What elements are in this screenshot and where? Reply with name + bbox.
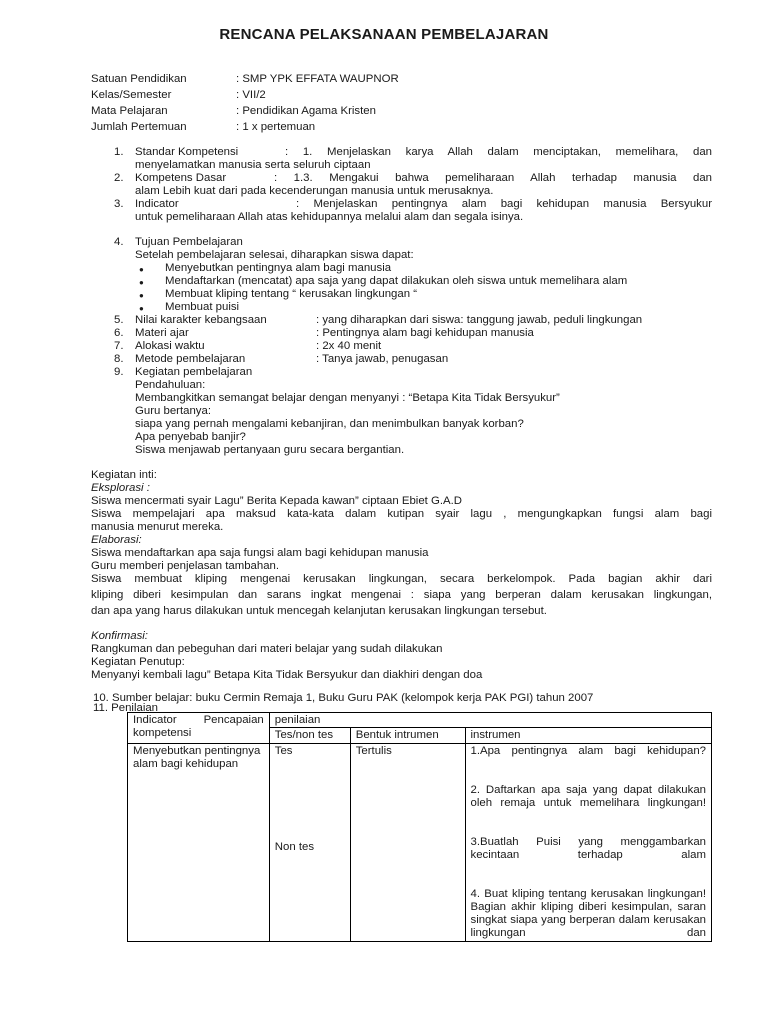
value-sk-line1: : 1. Menjelaskan karya Allah dalam menciptakan, memelihara, dan bbox=[285, 146, 712, 158]
cell-tes bbox=[269, 744, 350, 942]
header-bentuk: Bentuk intrumen bbox=[350, 728, 465, 744]
label-kelas: Kelas/Semester bbox=[91, 89, 172, 101]
label-tujuan: Tujuan Pembelajaran bbox=[135, 236, 243, 248]
value-alokasi: : 2x 40 menit bbox=[316, 340, 382, 352]
elaborasi-heading: Elaborasi: bbox=[91, 534, 142, 546]
label-materi: Materi ajar bbox=[135, 327, 189, 339]
kegiatan-line-4: siapa yang pernah mengalami kebanjiran, dan menimbulkan banyak korban? bbox=[135, 418, 524, 430]
cell-indicator-text: Menyebutkan pentingnya alam bagi kehidupan bbox=[133, 745, 261, 770]
cell-instrumen bbox=[465, 744, 712, 942]
sumber-belajar: 10. Sumber belajar: buku Cermin Remaja 1, Buku Guru PAK (kelompok kerja PAK PGI) tahun 2007 bbox=[93, 692, 594, 704]
bullet-icon: ● bbox=[139, 278, 144, 287]
value-ind-line2: untuk pemeliharaan Allah atas kehidupannya melalui alam dan segala isinya. bbox=[135, 211, 524, 223]
value-pertemuan: : 1 x pertemuan bbox=[236, 121, 316, 133]
elaborasi-line-3a: Siswa membuat kliping mengenai kerusakan lingkungan, secara berkelompok. Pada bagian akhir dari bbox=[91, 573, 712, 585]
elaborasi-line-1: Siswa mendaftarkan apa saja fungsi alam bagi kehidupan manusia bbox=[91, 547, 429, 559]
penilaian-label: 11. Penilaian bbox=[93, 702, 159, 714]
value-mapel: : Pendidikan Agama Kristen bbox=[236, 105, 376, 117]
page-title: RENCANA PELAKSANAAN PEMBELAJARAN bbox=[219, 26, 549, 43]
cell-nontes-text: Non tes bbox=[274, 841, 315, 853]
kegiatan-line-6: Siswa menjawab pertanyaan guru secara bergantian. bbox=[135, 444, 405, 456]
label-nilai: Nilai karakter kebangsaan bbox=[135, 314, 267, 326]
num-sk: 1. bbox=[114, 146, 124, 158]
num-kd: 2. bbox=[114, 172, 124, 184]
num-kegiatan: 9. bbox=[114, 366, 124, 378]
header-indicator bbox=[128, 713, 270, 744]
num-metode: 8. bbox=[114, 353, 124, 365]
elaborasi-line-3b: kliping diberi kesimpulan dan sarans ingkat mengenai : siapa yang berperan dalam kerusakan lingkungan, bbox=[91, 589, 712, 601]
cell-indicator bbox=[128, 744, 270, 942]
konfirmasi-heading: Konfirmasi: bbox=[91, 630, 148, 642]
header-instrumen: instrumen bbox=[465, 728, 712, 744]
tujuan-bullet-3: Membuat kliping tentang “ kerusakan lingkungan “ bbox=[165, 288, 418, 300]
bullet-icon: ● bbox=[139, 265, 144, 274]
value-metode: : Tanya jawab, penugasan bbox=[316, 353, 449, 365]
instrumen-3: 3.Buatlah Puisi yang menggambarkan kecintaan terhadap alam bbox=[470, 836, 706, 861]
kegiatan-line-2: Membangkitkan semangat belajar dengan menyanyi : “Betapa Kita Tidak Bersyukur” bbox=[135, 392, 560, 404]
label-mapel: Mata Pelajaran bbox=[91, 105, 168, 117]
kegiatan-line-5: Apa penyebab banjir? bbox=[135, 431, 246, 443]
kegiatan-line-3: Guru bertanya: bbox=[135, 405, 211, 417]
num-tujuan: 4. bbox=[114, 236, 124, 248]
penutup-heading: Kegiatan Penutup: bbox=[91, 656, 185, 668]
label-alokasi: Alokasi waktu bbox=[135, 340, 205, 352]
tujuan-intro: Setelah pembelajaran selesai, diharapkan siswa dapat: bbox=[135, 249, 414, 261]
header-indicator-text: Indicator Pencapaian kompetensi bbox=[133, 714, 264, 739]
label-satuan: Satuan Pendidikan bbox=[91, 73, 187, 85]
label-kegiatan: Kegiatan pembelajaran bbox=[135, 366, 253, 378]
bullet-icon: ● bbox=[139, 291, 144, 300]
instrumen-2: 2. Daftarkan apa saja yang dapat dilakukan oleh remaja untuk memelihara lingkungan! bbox=[470, 784, 706, 809]
penilaian-table bbox=[127, 712, 712, 942]
num-alokasi: 7. bbox=[114, 340, 124, 352]
value-ind-line1: : Menjelaskan pentingnya alam bagi kehidupan manusia Bersyukur bbox=[296, 198, 712, 210]
elaborasi-line-3c: dan apa yang harus dilakukan untuk mencegah kelanjutan kerusakan lingkungan tersebut. bbox=[91, 605, 547, 617]
konfirmasi-line-1: Rangkuman dan pebeguhan dari materi belajar yang sudah dilakukan bbox=[91, 643, 443, 655]
kegiatan-line-1: Pendahuluan: bbox=[135, 379, 206, 391]
header-tes-text: Tes/non tes bbox=[274, 729, 334, 741]
inti-heading: Kegiatan inti: bbox=[91, 469, 157, 481]
eksplorasi-line-2b: manusia menurut mereka. bbox=[91, 521, 224, 533]
header-penilaian: penilaian bbox=[269, 713, 711, 728]
label-metode: Metode pembelajaran bbox=[135, 353, 246, 365]
header-tes bbox=[269, 728, 350, 744]
value-kd-line2: alam Lebih kuat dari pada kecenderungan manusia untuk merusaknya. bbox=[135, 185, 494, 197]
table-row bbox=[128, 744, 712, 942]
label-ind: Indicator bbox=[135, 198, 179, 210]
eksplorasi-heading: Eksplorasi : bbox=[91, 482, 150, 494]
value-sk-line2: menyelamatkan manusia serta seluruh ciptaan bbox=[135, 159, 371, 171]
value-satuan: : SMP YPK EFFATA WAUPNOR bbox=[236, 73, 399, 85]
num-nilai: 5. bbox=[114, 314, 124, 326]
penutup-line-1: Menyanyi kembali lagu” Betapa Kita Tidak Bersyukur dan diakhiri dengan doa bbox=[91, 669, 483, 681]
value-nilai: : yang diharapkan dari siswa: tanggung jawab, peduli lingkungan bbox=[316, 314, 643, 326]
bullet-icon: ● bbox=[139, 304, 144, 313]
num-materi: 6. bbox=[114, 327, 124, 339]
num-ind: 3. bbox=[114, 198, 124, 210]
value-kelas: : VII/2 bbox=[236, 89, 266, 101]
label-pertemuan: Jumlah Pertemuan bbox=[91, 121, 187, 133]
value-kd-line1: : 1.3. Mengakui bahwa pemeliharaan Allah terhadap manusia dan bbox=[274, 172, 712, 184]
tujuan-bullet-1: Menyebutkan pentingnya alam bagi manusia bbox=[165, 262, 392, 274]
instrumen-4: 4. Buat kliping tentang kerusakan lingkungan! Bagian akhir kliping diberi kesimpulan, saran singkat siapa yang berperan dalam kerusakan lingkungan dan bbox=[470, 888, 706, 939]
tujuan-bullet-2: Mendaftarkan (mencatat) apa saja yang dapat dilakukan oleh siswa untuk memelihara alam bbox=[165, 275, 628, 287]
elaborasi-line-2: Guru memberi penjelasan tambahan. bbox=[91, 560, 280, 572]
eksplorasi-line-2a: Siswa mempelajari apa maksud kata-kata dalam kutipan syair lagu , mengungkapkan fungsi alam bagi bbox=[91, 508, 712, 520]
value-materi: : Pentingnya alam bagi kehidupan manusia bbox=[316, 327, 534, 339]
table-header-row bbox=[128, 713, 712, 728]
eksplorasi-line-1: Siswa mencermati syair Lagu” Berita Kepada kawan” ciptaan Ebiet G.A.D bbox=[91, 495, 463, 507]
cell-bentuk: Tertulis bbox=[350, 744, 465, 942]
label-sk: Standar Kompetensi bbox=[135, 146, 239, 158]
instrumen-1: 1.Apa pentingnya alam bagi kehidupan? bbox=[470, 745, 706, 757]
cell-tes-text: Tes bbox=[274, 745, 293, 757]
tujuan-bullet-4: Membuat puisi bbox=[165, 301, 240, 313]
label-kd: Kompetens Dasar bbox=[135, 172, 227, 184]
